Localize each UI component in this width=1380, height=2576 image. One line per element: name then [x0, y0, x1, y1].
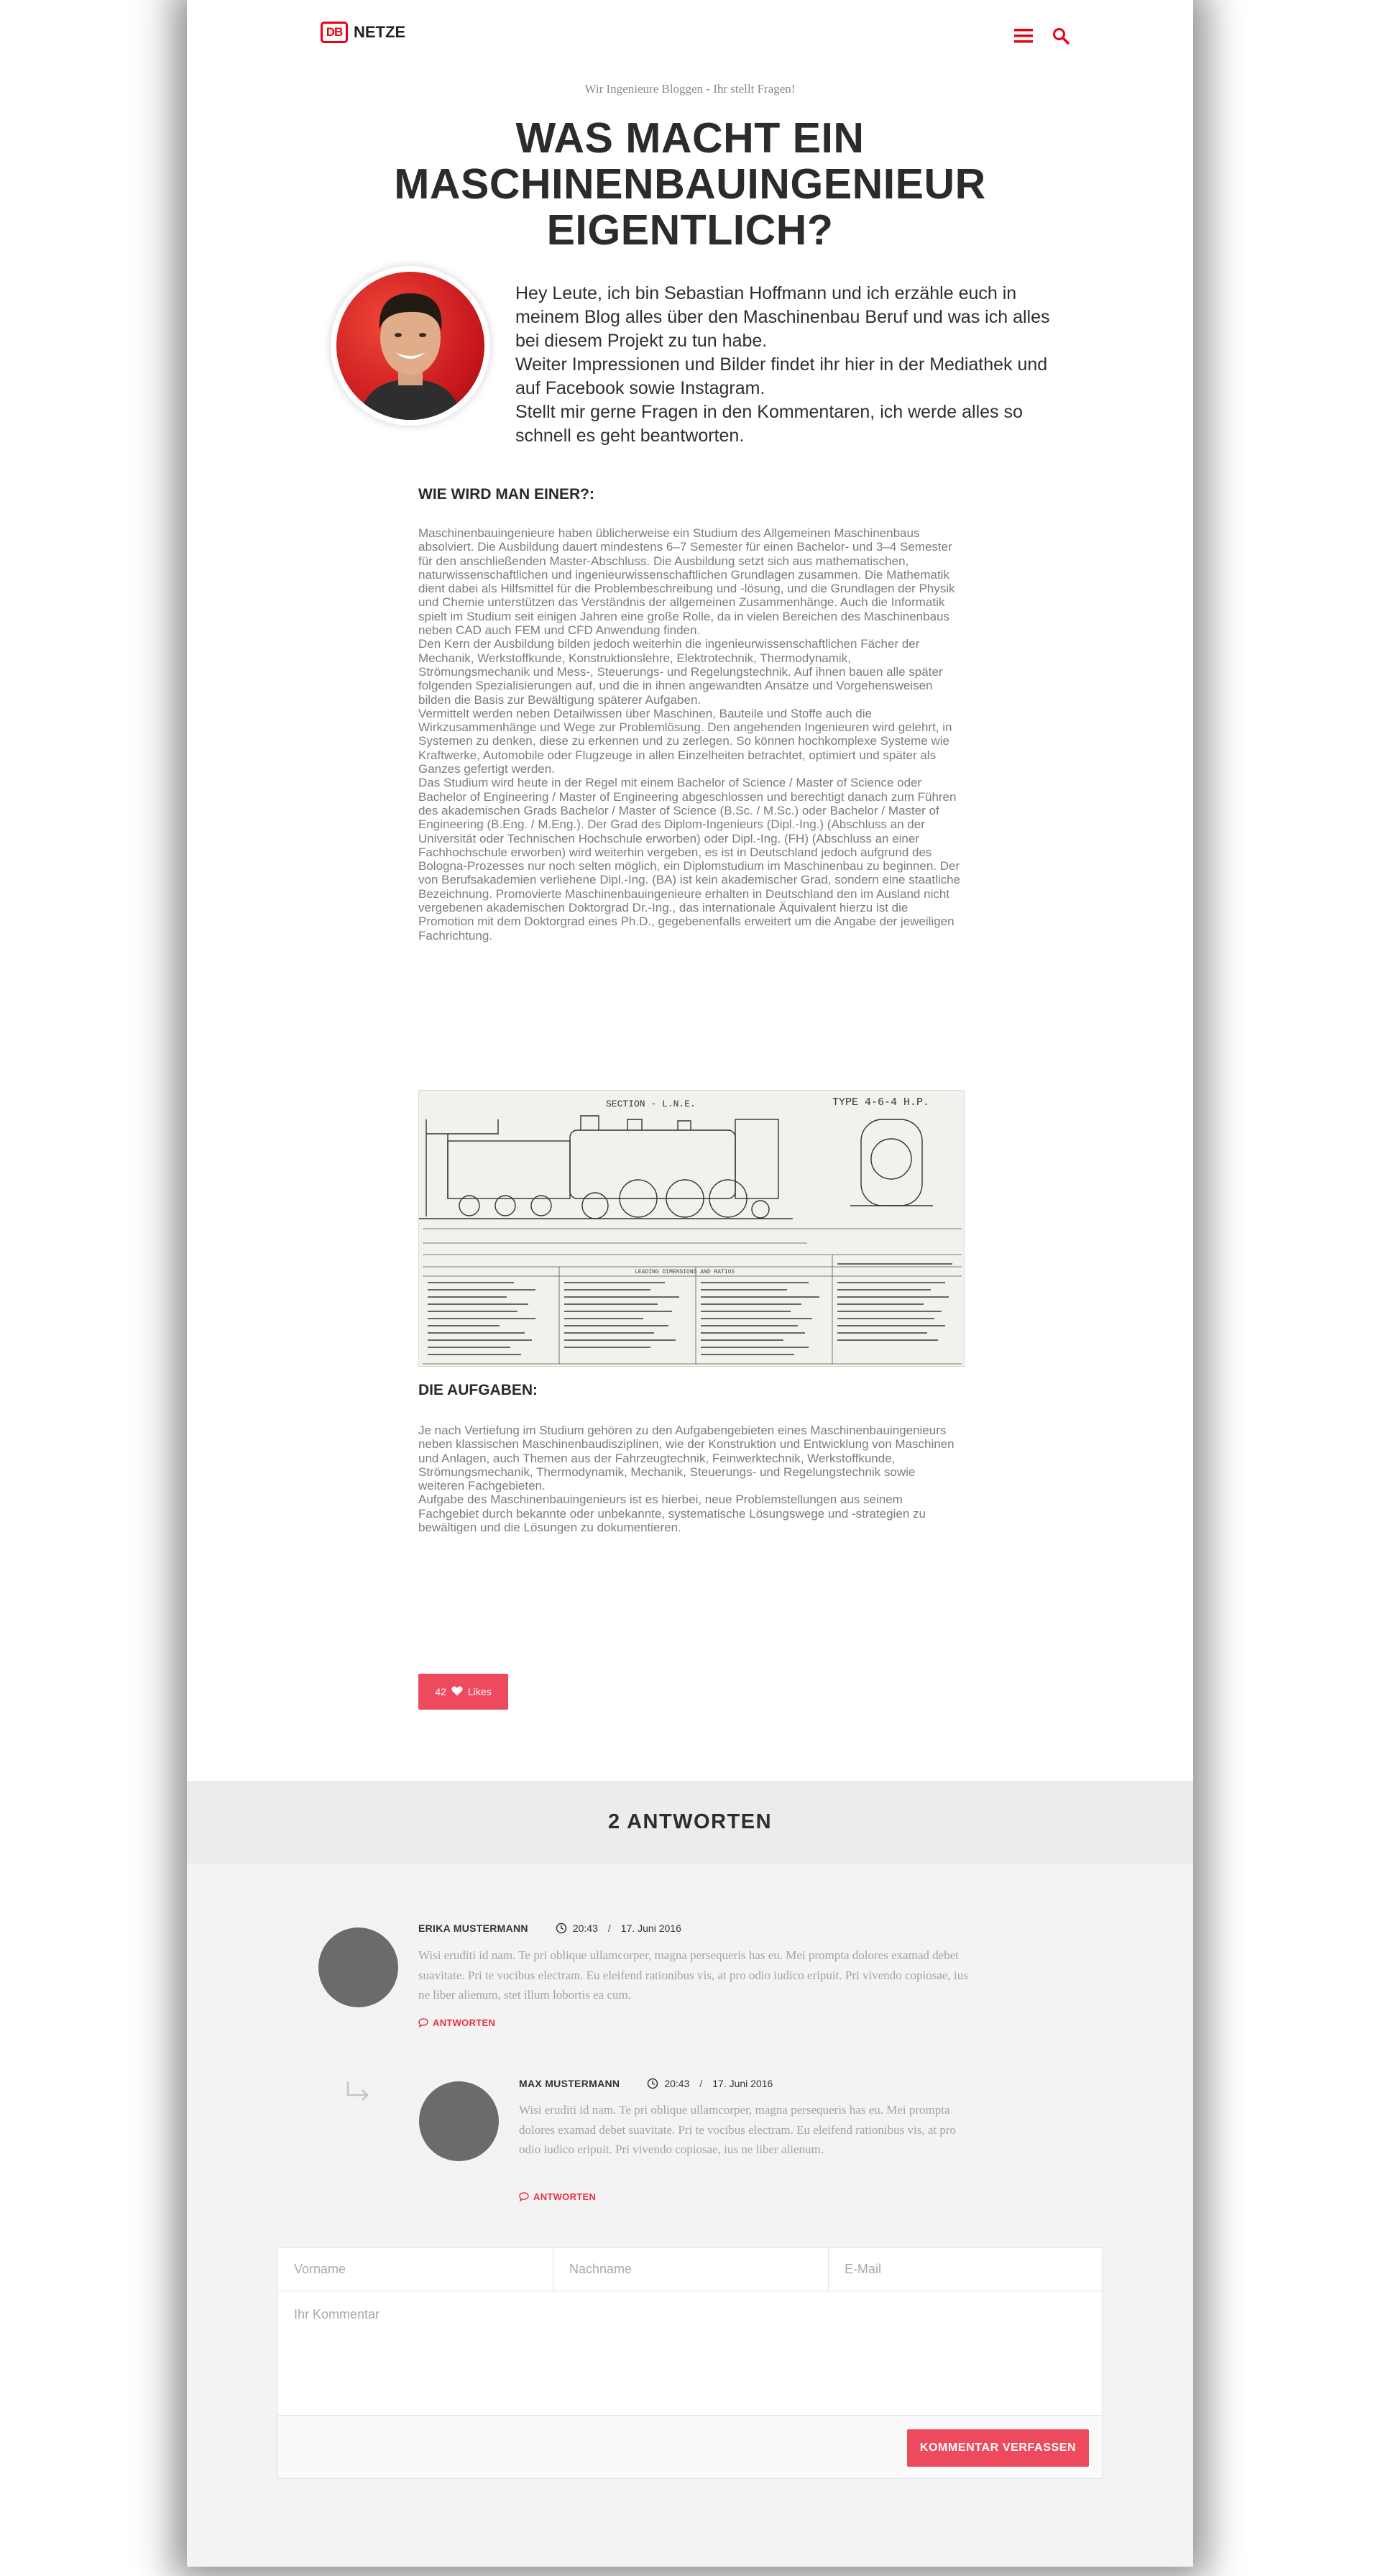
intro-line: Stellt mir gerne Fragen in den Kommentaren, ich werde alles so schnell es geht beantworten. [515, 402, 1023, 446]
comment-form [277, 2247, 1103, 2479]
page-container [187, 0, 1193, 2567]
comments-header-bar [187, 1781, 1193, 1864]
paragraph: Je nach Vertiefung im Studium gehören zu den Aufgabengebieten eines Maschinenbauingenieurs neben klassischen Maschinenbaudisziplinen, wie der Konstruktion und Entwicklung von Maschinen und Anlagen, auch Themen aus der Fahrzeugtechnik, Feinwerktechnik, Werkstoffkunde, Strömungsmechanik, Thermodynamik, Mechanik, Steuerungs- und Regelungstechnik sowie weiteren Fachgebieten. [418, 1424, 954, 1493]
db-netze-logo[interactable] [321, 22, 405, 43]
email-input[interactable] [829, 2248, 1102, 2291]
comment-avatar [419, 2081, 499, 2161]
reply-link[interactable] [519, 2191, 596, 2202]
comment-date: 17. Juni 2016 [620, 1922, 681, 1934]
paragraph: Vermittelt werden neben Detailwissen über Maschinen, Bauteile und Stoffe auch die Wirkzusammenhänge und Wege zur Problemlösung. Den angehenden Ingenieuren wird gelehrt, in Systemen zu denken, diese zu erkennen und zu zerlegen. So können hochkomplexe Systeme wie Kraftwerke, Automobile oder Flugzeuge in allen Einzelheiten betrachtet, optimiert und später als Ganzes gefertigt werden. [418, 706, 952, 776]
intro-line: Hey Leute, ich bin Sebastian Hoffmann und ich erzähle euch in meinem Blog alles über den Maschinenbau Beruf und was ich alles bei diesem Projekt zu tun habe. [515, 283, 1050, 351]
comment-author: ERIKA MUSTERMANN [418, 1922, 528, 1934]
speech-bubble-icon [418, 2018, 428, 2027]
comment-author: MAX MUSTERMANN [519, 2078, 620, 2089]
comment-time: 20:43 [664, 2078, 690, 2089]
drawing-leading-label: LEADING DIMENSIONS AND RATIOS [635, 1269, 735, 1275]
reply-link[interactable] [418, 2017, 495, 2028]
header-icons [1013, 26, 1071, 46]
section-heading-wie-wird-man-einer: WIE WIRD MAN EINER?: [418, 486, 594, 503]
article-title: WAS MACHT EIN MASCHINENBAUINGENIEUR EIGENTLICH? [394, 114, 986, 254]
submit-comment-button[interactable]: KOMMENTAR VERFASSEN [907, 2429, 1089, 2467]
locomotive-technical-drawing [418, 1090, 965, 1367]
comment-avatar [318, 1928, 398, 2007]
comments-heading: 2 ANTWORTEN [607, 1810, 773, 1833]
heart-icon [451, 1686, 463, 1698]
comment-time: 20:43 [572, 1922, 598, 1934]
drawing-type-label: TYPE 4-6-4 H.P. [832, 1096, 930, 1109]
hamburger-menu-icon[interactable] [1013, 26, 1034, 46]
section1-body [418, 526, 965, 943]
author-intro [515, 282, 1062, 448]
logo-text: NETZE [354, 23, 406, 41]
drawing-section-label: SECTION - L.N.E. [606, 1099, 696, 1109]
meta-separator: / [607, 1922, 611, 1934]
clock-icon [647, 2078, 658, 2089]
speech-bubble-icon [519, 2192, 529, 2201]
reply-label: ANTWORTEN [433, 2017, 496, 2028]
comment-text: Wisi eruditi id nam. Te pri oblique ullamcorper, magna persequeris has eu. Mei prompta dolores examad debet suavitate. Pri te vocibus electram. Eu eleifend rationibus vis, at pro odio iudico eripuit. Pri vivendo copiosae, ius ne liber alienum. [519, 2103, 957, 2156]
paragraph: Das Studium wird heute in der Regel mit einem Bachelor of Science / Master of Science oder Bachelor of Engineering / Master of Engineering abgeschlossen und berechtigt danach zum Führen des akademischen Grads Bachelor / Master of Science (B.Sc. / M.Sc.) oder Bachelor / Master of Engineering (B.Eng. / M.Eng.). Der Grad des Diplom-Ingenieurs (Dipl.-Ing.) (Abschluss an der Universität oder Technischen Hochschule erworben) oder Dipl.-Ing. (FH) (Abschluss an einer Fachhochschule erworben) wird weiterhin vergeben, es ist in Deutschland jedoch aufgrund des Bologna-Prozesses nur noch selten möglich, ein Diplomstudium im Maschinenbau zu beginnen. Der von Berufsakademien verliehene Dipl.-Ing. (BA) ist kein akademischer Grad, sondern eine staatliche Bezeichnung. Promovierte Maschinenbauingenieure erhalten in Deutschland den im Ausland nicht vergebenen akademischen Doktorgrad Dr.-Ing., das internationale Äquivalent hierzu ist die Promotion mit dem Doktorgrad eines Ph.D., gegebenenfalls erweitert um die Angabe der jeweiligen Fachrichtung. [418, 776, 961, 943]
likes-count: 42 [435, 1686, 446, 1697]
paragraph: Maschinenbauingenieure haben üblicherweise ein Studium des Allgemeinen Maschinenbaus absolviert. Die Ausbildung dauert mindestens 6–7 Semester für einen Bachelor- und 3–4 Semester für den anschließenden Master-Abschluss. Die Ausbildung setzt sich aus mathematischen, naturwissenschaftlichen und ingenieurwissenschaftlichen Grundlagen zusammen. Die Mathematik dient dabei als Hilfsmittel für die Problembeschreibung und -lösung, und die Grundlagen der Physik und Chemie unterstützen das Verständnis der allgemeinen Zusammenhänge. Auch die Informatik spielt im Studium seit einigen Jahren eine große Rolle, da in vielen Bereichen des Maschinenbaus neben CAD auch FEM und CFD Anwendung finden. [418, 526, 955, 638]
article-kicker: Wir Ingenieure Bloggen - Ihr stellt Fragen! [584, 82, 796, 96]
search-icon[interactable] [1051, 26, 1071, 46]
lastname-input[interactable] [553, 2248, 829, 2291]
clock-icon [556, 1922, 567, 1934]
paragraph: Den Kern der Ausbildung bilden jedoch weiterhin die ingenieurwissenschaftlichen Fächer der Mechanik, Werkstoffkunde, Konstruktionslehre, Elektrotechnik, Thermodynamik, Strömungsmechanik und Mess-, Steuerungs- und Regelungstechnik. Auf ihnen bauen alle später folgenden Spezialisierungen auf, und die in ihnen angewandten Ansätze und Vorgehensweisen bilden die Basis zur Bewältigung späterer Aufgaben. [418, 637, 943, 707]
reply-label: ANTWORTEN [533, 2191, 597, 2202]
comment-meta [418, 1922, 681, 1934]
section-heading-die-aufgaben: DIE AUFGABEN: [418, 1382, 538, 1398]
like-button[interactable] [418, 1674, 508, 1710]
reply-arrow-icon [345, 2081, 371, 2104]
firstname-input[interactable] [278, 2248, 553, 2291]
comment-date: 17. Juni 2016 [712, 2078, 773, 2089]
author-avatar [331, 266, 490, 426]
paragraph: Aufgabe des Maschinenbauingenieurs ist es hierbei, neue Problemstellungen aus seinem Fachgebiet durch bekannte oder unbekannte, systematische Lösungswege und -strategien zu bewältigen und die Lösungen zu dokumentieren. [418, 1493, 926, 1535]
section2-body [418, 1424, 965, 1534]
likes-label: Likes [467, 1686, 492, 1697]
comment-meta [519, 2078, 773, 2089]
comment-textarea[interactable] [278, 2291, 1102, 2416]
author-photo [336, 272, 484, 420]
meta-separator: / [699, 2078, 703, 2089]
comment-text: Wisi eruditi id nam. Te pri oblique ullamcorper, magna persequeris has eu. Mei prompta dolores examad debet suavitate. Pri te vocibus electram. Eu eleifend rationibus vis, at pro odio iudico eripuit. Pri vivendo copiosae, ius ne liber alienum, stet illum lobortis ea cum. [418, 1948, 968, 2002]
intro-line: Weiter Impressionen und Bilder findet ihr hier in der Mediathek und auf Facebook sowie Instagram. [515, 354, 1048, 398]
db-logo-mark: DB [321, 22, 348, 43]
